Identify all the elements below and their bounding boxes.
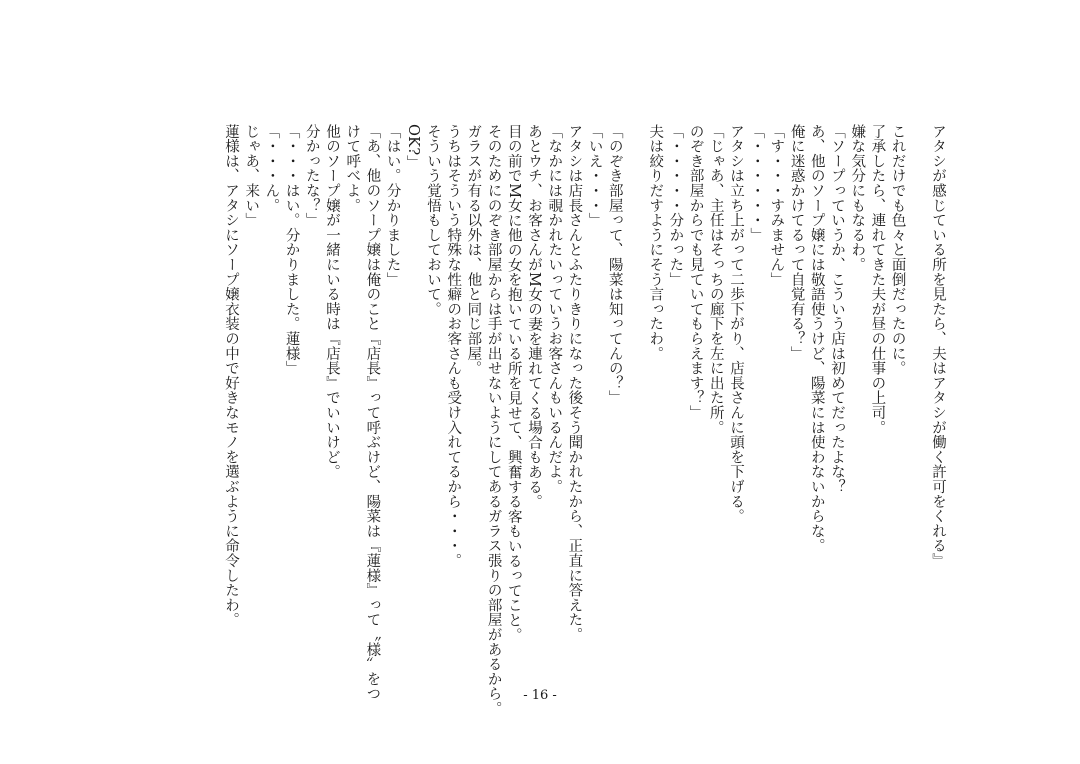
text-line: 「はい。分かりました」 (384, 124, 401, 287)
text-line: 「じゃあ、主任はそっちの廊下を左に出た所。 (707, 124, 724, 435)
text-line: アタシが感じている所を見たら、夫はアタシが働く許可をくれる』 (930, 124, 946, 568)
text-line: うちはそういう特殊な性癖のお客さんも受け入れてるから・・・。 (445, 124, 462, 568)
text-line: 「なかには覗かれたいっていうお客さんもいるんだよ。 (546, 124, 563, 494)
page-number: - 16 - (523, 688, 557, 703)
text-line: 嫌な気分にもなるわ。 (849, 124, 866, 272)
text-line: 「・・・・・分かった」 (667, 124, 684, 287)
text-line: あ、他のソープ嬢には敬語使うけど、陽菜には使わないからな。 (808, 124, 825, 554)
text-line: 蓮様は、アタシにソープ嬢衣装の中で好きなモノを選ぶように命令したわ。 (223, 124, 239, 628)
text-line: OK?」 (404, 124, 421, 171)
text-line: そのためにのぞき部屋からは手が出せないようにしてあるガラス張りの部屋があるから。 (485, 124, 502, 716)
text-line: 分かったな？」 (303, 124, 320, 228)
text-line: のぞき部屋からでも見ていてもらえます？」 (687, 124, 704, 420)
text-line: アタシは立ち上がって二歩下がり、店長さんに頭を下げる。 (728, 124, 744, 524)
text-line: 他のソープ嬢が一緒にいる時は『店長』でいいけど。 (324, 124, 340, 480)
text-line: 「・・・ん。 (263, 124, 280, 213)
text-line: けて呼べよ。 (344, 124, 361, 213)
text-line: じゃあ、来い」 (243, 124, 260, 228)
text-line: 「のぞき部屋って、陽菜は知ってんの？」 (606, 124, 623, 406)
text-line: あとウチ、お客さんがM女の妻を連れてくる場合もある。 (526, 124, 542, 510)
text-line: ガラスが有る以外は、他と同じ部屋。 (465, 124, 482, 376)
text-line: 「・・・・・・」 (748, 124, 765, 243)
text-line: 夫は絞りだすようにそう言ったわ。 (647, 124, 664, 361)
text-line: 「いえ・・・」 (586, 124, 603, 228)
text-line: 「あ、他のソープ嬢は俺のこと『店長』って呼ぶけど、陽菜は『蓮様』って〝様〟をつ (364, 124, 381, 702)
text-line: 俺に迷惑かけてるって自覚有る？」 (788, 124, 805, 361)
text-line: 了承したら、連れてきた夫が昼の仕事の上司。 (869, 124, 886, 435)
text-line: 「・・・はい。分かりました。蓮様」 (283, 124, 300, 376)
text-line: これだけでも色々と面倒だったのに。 (889, 124, 906, 376)
text-line: 目の前でM女に他の女を抱いている所を見せて、興奮する客もいるってこと。 (505, 124, 522, 643)
text-line: 「す・・・すみません」 (768, 124, 785, 287)
text-line: そういう覚悟もしておいて。 (425, 124, 441, 317)
text-line: 「ソープっていうか、こういう店は初めてだったよな？ (829, 124, 845, 494)
text-line: アタシは店長さんとふたりきりになった後そう聞かれたから、正直に答えた。 (566, 124, 583, 642)
